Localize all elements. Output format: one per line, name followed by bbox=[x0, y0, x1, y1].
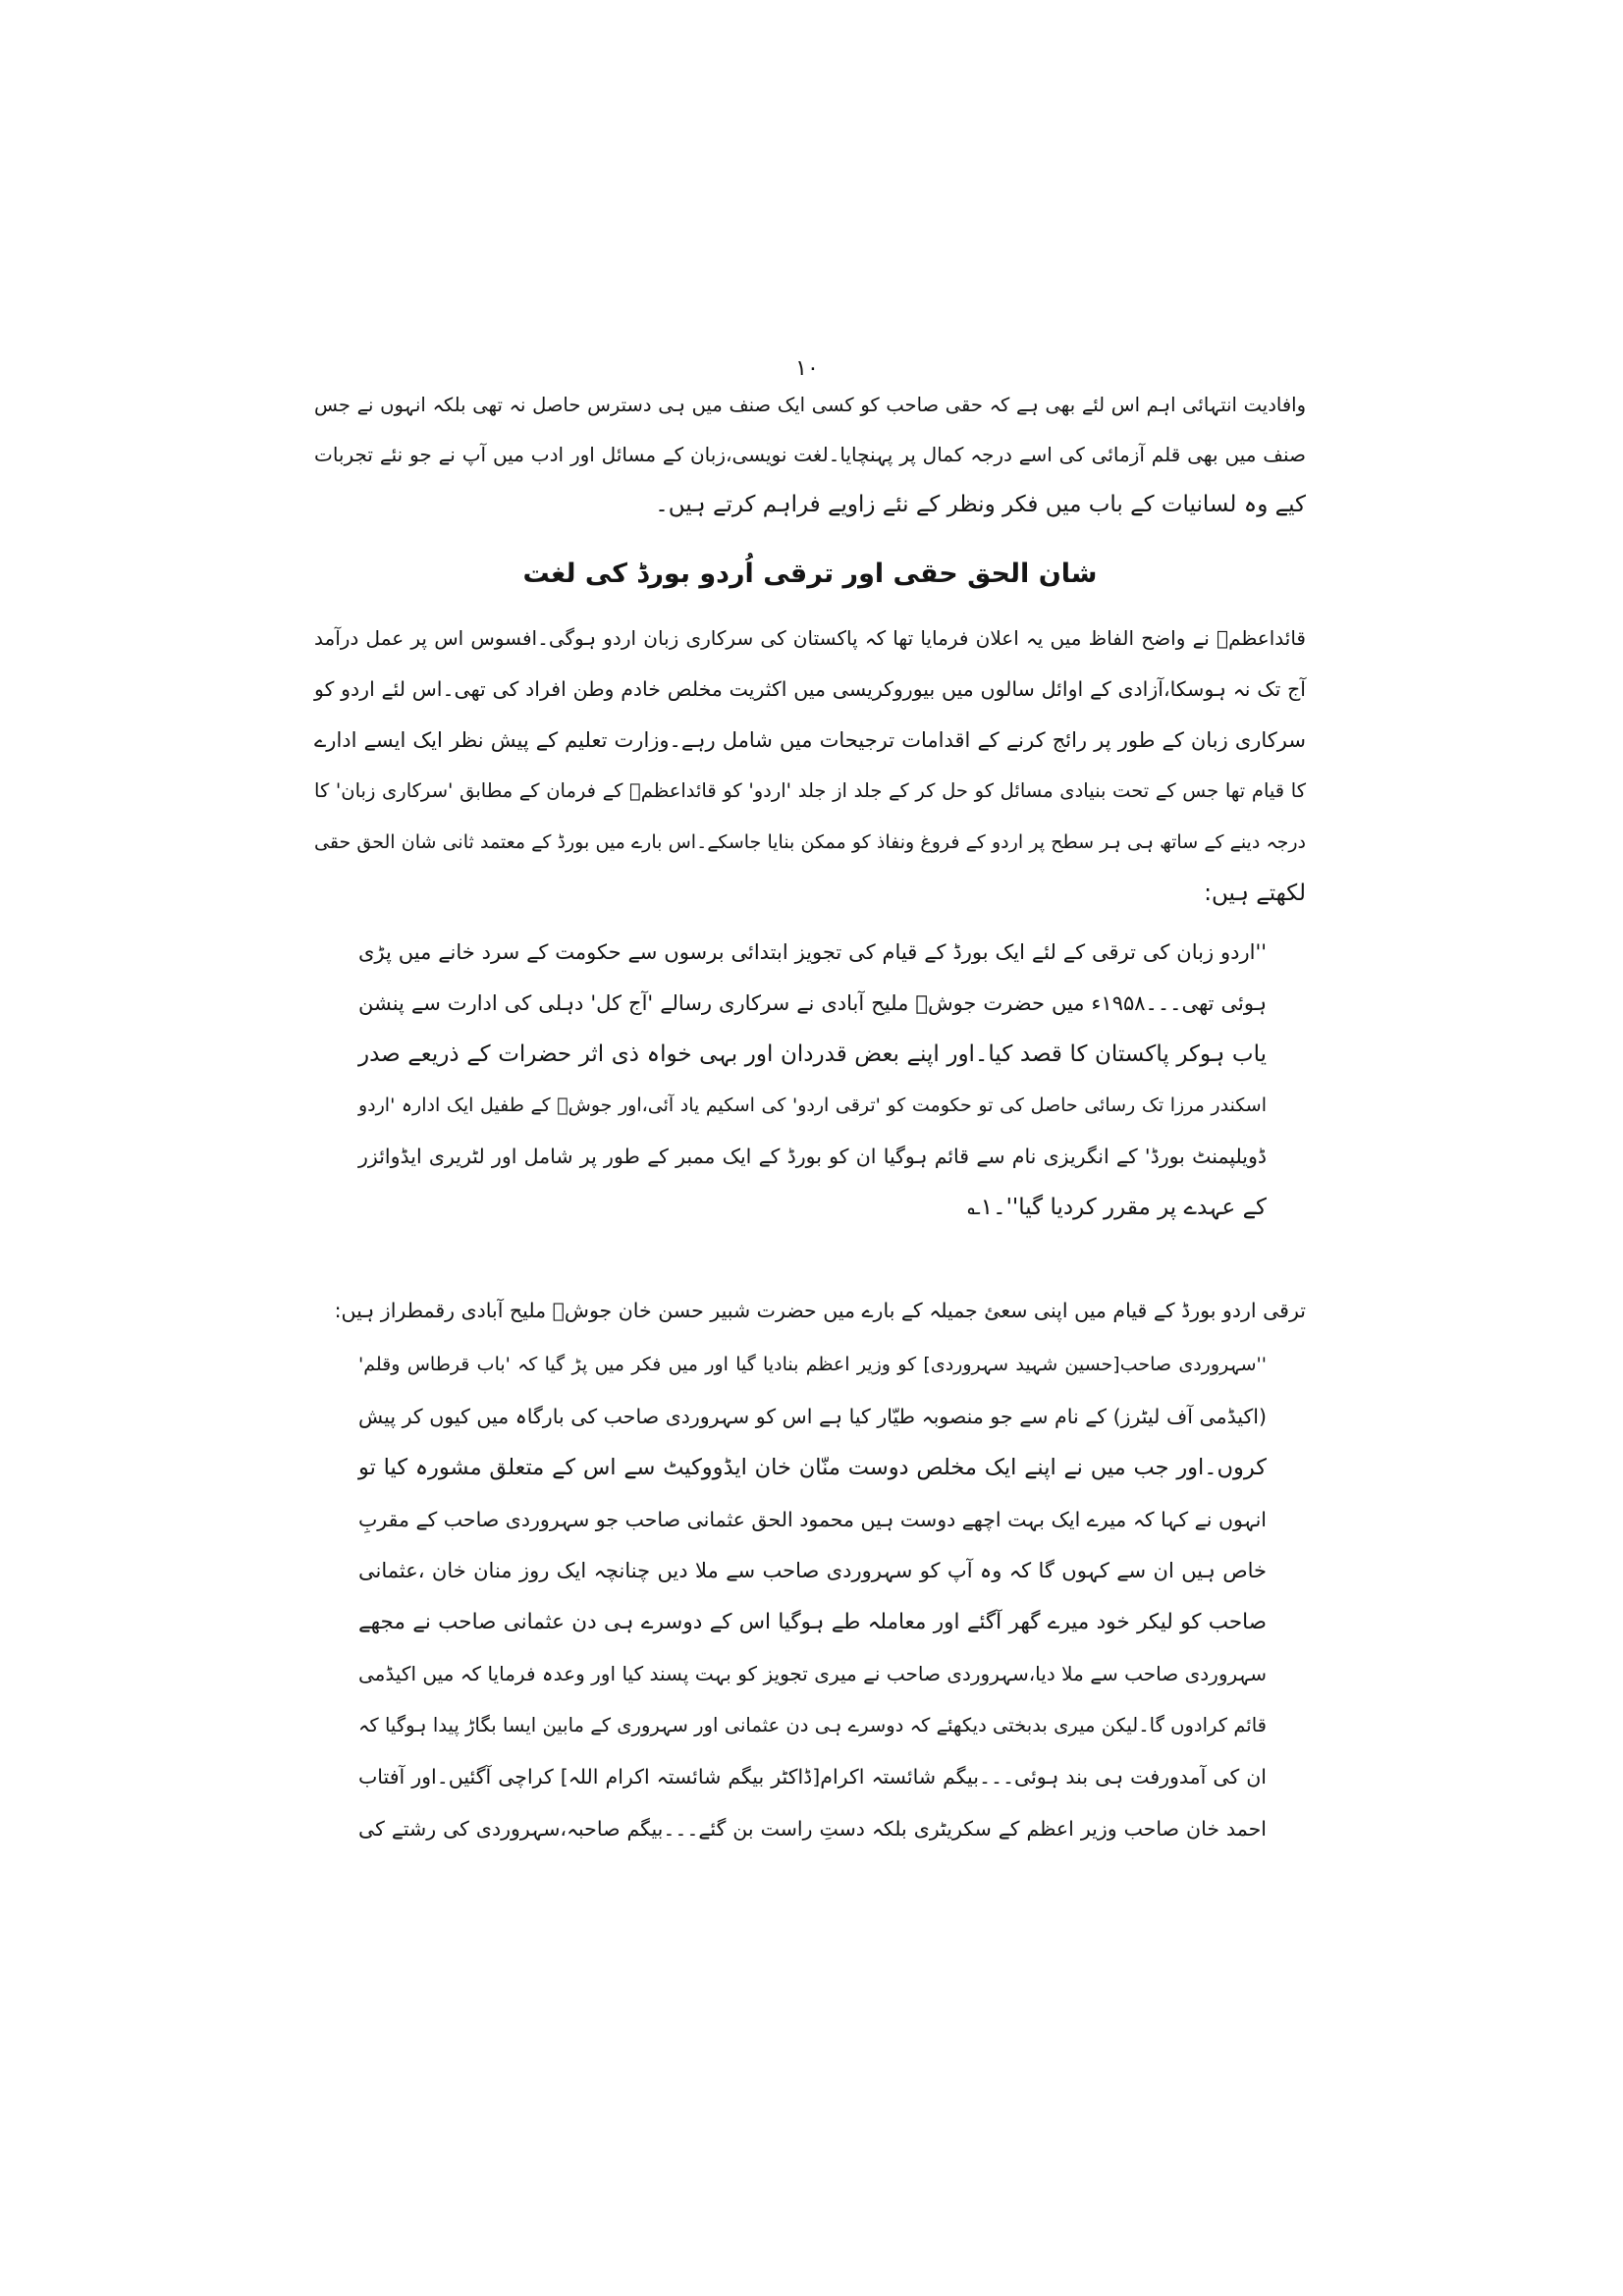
paragraph-line: وافادیت انتہائی اہم اس لئے بھی ہے کہ حقی صاحب کو کسی ایک صنف میں ہی دسترس حاصل نہ تھی بلکہ انہوں نے جس bbox=[314, 394, 1306, 416]
quote-line: کروں۔اور جب میں نے اپنے ایک مخلص دوست منّان خان ایڈووکیٹ سے اس کے متعلق مشورہ کیا تو bbox=[358, 1455, 1267, 1480]
paragraph-line: آج تک نہ ہوسکا،آزادی کے اوائل سالوں میں بیوروکریسی میں اکثریت مخلص خادم وطن افراد کی تھی۔اس لئے اردو کو bbox=[314, 677, 1306, 701]
paragraph-line: سرکاری زبان کے طور پر رائج کرنے کے اقدامات ترجیحات میں شامل رہے۔وزارت تعلیم کے پیش نظر ایک ایسے ادارے bbox=[314, 728, 1306, 752]
quote-line: ''اردو زبان کی ترقی کے لئے ایک بورڈ کے قیام کی تجویز ابتدائی برسوں سے حکومت کے سرد خانے میں پڑی bbox=[358, 940, 1267, 964]
paragraph-line: کیے وہ لسانیات کے باب میں فکر ونظر کے نئے زاویے فراہم کرتے ہیں۔ bbox=[655, 492, 1306, 517]
quote-line: (اکیڈمی آف لیٹرز) کے نام سے جو منصوبہ طیّار کیا ہے اس کو سہروردی صاحب کی بارگاہ میں کیوں کر پیش bbox=[358, 1404, 1267, 1428]
paragraph-line: کا قیام تھا جس کے تحت بنیادی مسائل کو حل کر کے جلد از جلد 'اردو' کو قائداعظمؒ کے فرمان کے مطابق 'سرکاری زبان' کا bbox=[314, 779, 1306, 802]
quote-line: کے عہدے پر مقرر کردیا گیا''۔۱؎ bbox=[967, 1195, 1267, 1220]
body-paragraph bbox=[314, 613, 1306, 919]
quote-line: قائم کرادوں گا۔لیکن میری بدبختی دیکھئے کہ دوسرے ہی دن عثمانی اور سہروری کے مابین ایسا بگاڑ پیدا ہوگیا کہ bbox=[358, 1713, 1267, 1736]
quote-line: اسکندر مرزا تک رسائی حاصل کی تو حکومت کو 'ترقی اردو' کی اسکیم یاد آئی،اور جوشؔ کے طفیل ایک ادارہ 'اردو bbox=[358, 1095, 1267, 1116]
paragraph-line: قائداعظمؒ نے واضح الفاظ میں یہ اعلان فرمایا تھا کہ پاکستان کی سرکاری زبان اردو ہوگی۔افسوس اس پر عمل درآمد bbox=[314, 626, 1306, 650]
quote-line: انہوں نے کہا کہ میرے ایک بہت اچھے دوست ہیں محمود الحق عثمانی صاحب جو سہروردی صاحب کے مقربِ bbox=[358, 1507, 1267, 1531]
paragraph-line: لکھتے ہیں: bbox=[1204, 881, 1306, 906]
body-paragraph bbox=[314, 1285, 1306, 1336]
paragraph-line: صنف میں بھی قلم آزمائی کی اسے درجہ کمال پر پہنچایا۔لغت نویسی،زبان کے مسائل اور ادب میں آپ نے جو نئے تجربات bbox=[314, 443, 1306, 466]
quote-line: احمد خان صاحب وزیر اعظم کے سکریٹری بلکہ دستِ راست بن گئے۔۔۔بیگم صاحبہ،سہروردی کی رشتے کی bbox=[358, 1816, 1267, 1841]
intro-paragraph bbox=[314, 380, 1306, 530]
quote-line: ڈویلپمنٹ بورڈ' کے انگریزی نام سے قائم ہوگیا ان کو بورڈ کے ایک ممبر کے طور پر شامل اور لٹریری ایڈوائزر bbox=[358, 1145, 1267, 1168]
quote-line: سہروردی صاحب سے ملا دیا،سہروردی صاحب نے میری تجویز کو بہت پسند کیا اور وعدہ فرمایا کہ میں اکیڈمی bbox=[358, 1662, 1267, 1685]
quote-line: یاب ہوکر پاکستان کا قصد کیا۔اور اپنے بعض قدردان اور بہی خواہ ذی اثر حضرات کے ذریعے صدر bbox=[358, 1041, 1267, 1067]
paragraph-line: ترقی اردو بورڈ کے قیام میں اپنی سعئ جمیلہ کے بارے میں حضرت شبیر حسن خان جوشؔ ملیح آبادی رقمطراز ہیں: bbox=[334, 1299, 1306, 1322]
block-quote bbox=[358, 927, 1267, 1233]
block-quote bbox=[358, 1339, 1267, 1854]
quote-line: خاص ہیں ان سے کہوں گا کہ وہ آپ کو سہروردی صاحب سے ملا دیں چنانچہ ایک روز منان خان ،عثمانی bbox=[358, 1559, 1267, 1582]
quote-line: ہوئی تھی۔۔۔۱۹۵۸ء میں حضرت جوشؔ ملیح آبادی نے سرکاری رسالے 'آج کل' دہلی کی ادارت سے پنشن bbox=[358, 991, 1267, 1015]
quote-line: ان کی آمدورفت ہی بند ہوئی۔۔۔بیگم شائستہ اکرام[ڈاکٹر بیگم شائستہ اکرام اللہ] کراچی آگئیں۔اور آفتاب bbox=[358, 1765, 1267, 1789]
section-heading: شان الحق حقی اور ترقی اُردو بورڈ کی لغت bbox=[522, 559, 1098, 589]
quote-line: صاحب کو لیکر خود میرے گھر آگئے اور معاملہ طے ہوگیا اس کے دوسرے ہی دن عثمانی صاحب نے مجھے bbox=[358, 1609, 1267, 1634]
paragraph-line: درجہ دینے کے ساتھ ہی ہر سطح پر اردو کے فروغ ونفاذ کو ممکن بنایا جاسکے۔اس بارے میں بورڈ کے معتمد ثانی شان الحق حقی bbox=[314, 831, 1306, 853]
page-number: ۱۰ bbox=[795, 356, 819, 381]
quote-line: ''سہروردی صاحب[حسین شہید سہروردی] کو وزیر اعظم بنادیا گیا اور میں فکر میں پڑ گیا کہ 'باب قرطاس وقلم' bbox=[358, 1354, 1267, 1375]
